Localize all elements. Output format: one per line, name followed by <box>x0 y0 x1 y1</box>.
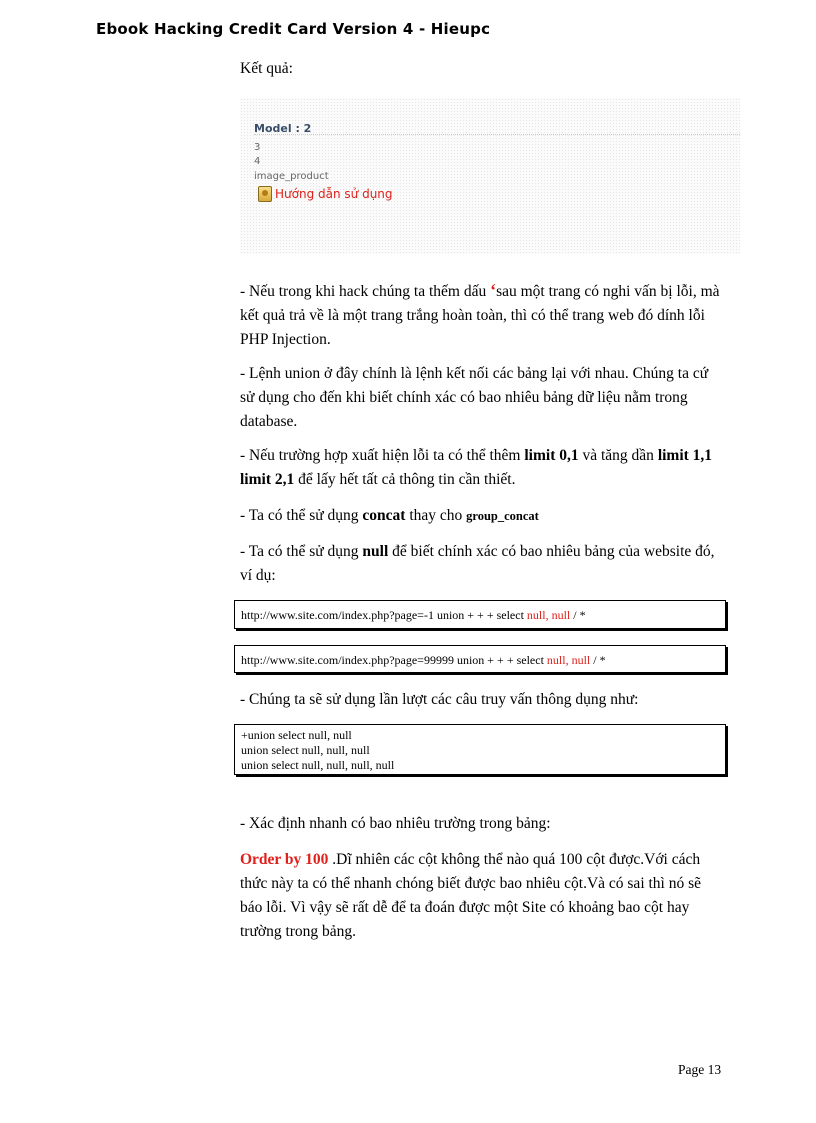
url1-text: http://www.site.com/index.php?page=-1 union + + + select <box>241 608 527 622</box>
concat-keyword: concat <box>362 507 406 524</box>
result-label-container <box>240 58 720 80</box>
query-line: +union select null, null <box>241 728 352 742</box>
guide-book-icon <box>258 186 272 202</box>
group-concat-keyword: group_concat <box>466 509 539 523</box>
p8-text: .Dĩ nhiên các cột không thể nào quá 100 cột được.Với cách thức này ta có thể nhanh chóng biết được bao nhiêu cột.Và có sai thì nó sẽ báo lỗi. Vì vậy sẽ rất dễ để ta đoán được một Site có khoảng bao cột hay trường trong bảng. <box>240 851 702 940</box>
query-line: union select null, null, null, null <box>241 758 395 772</box>
image-product-label: image_product <box>254 171 329 182</box>
p4-text-a: - Ta có thể sử dụng <box>240 507 363 524</box>
guide-link-label: Hướng dẫn sử dụng <box>275 187 393 201</box>
result-screenshot <box>240 98 740 254</box>
p5-text-a: - Ta có thể sử dụng <box>240 543 363 560</box>
url-example-1 <box>234 600 726 629</box>
paragraph-4 <box>240 504 724 528</box>
limit-11-21: limit 1,1 limit 2,1 <box>240 447 713 488</box>
p3-text-b: và tăng dần <box>578 447 658 464</box>
p1-text-b: sau một trang có nghi vấn bị lỗi, mà kết quả trả về là một trang trắng hoàn toàn, thì có thể trang web đó dính lỗi PHP Injection. <box>240 283 720 348</box>
paragraph-1 <box>240 278 724 352</box>
url2-tail: / * <box>590 653 606 667</box>
url1-tail: / * <box>570 608 586 622</box>
limit-01: limit 0,1 <box>524 447 579 464</box>
p3-text-a: - Nếu trường hợp xuất hiện lỗi ta có thể thêm <box>240 447 525 464</box>
model-label: Model : 2 <box>254 122 312 135</box>
paragraph-8 <box>240 848 724 944</box>
p3-text-c: để lấy hết tất cả thông tin cần thiết. <box>294 471 516 488</box>
paragraph-7: - Xác định nhanh có bao nhiêu trường trong bảng: <box>240 815 551 832</box>
document-header: Ebook Hacking Credit Card Version 4 - Hieupc <box>96 20 491 38</box>
quote-mark: ‘ <box>490 280 497 300</box>
result-line-3: 3 <box>254 142 261 153</box>
guide-link[interactable] <box>258 186 393 202</box>
p1-text-a: - Nếu trong khi hack chúng ta thếm dấu <box>240 283 491 300</box>
query-list-box <box>234 724 726 775</box>
url1-null: null, null <box>526 608 571 622</box>
result-line-4: 4 <box>254 156 261 167</box>
divider <box>254 134 740 135</box>
null-keyword: null <box>362 543 389 560</box>
url-example-2 <box>234 645 726 673</box>
p4-text-b: thay cho <box>405 507 467 524</box>
p5-text-b: để biết chính xác có bao nhiêu bảng của website đó, ví dụ: <box>240 543 715 584</box>
paragraph-6: - Chúng ta sẽ sử dụng lần lượt các câu truy vấn thông dụng như: <box>240 691 639 708</box>
url2-null: null, null <box>546 653 591 667</box>
paragraph-5 <box>240 540 724 588</box>
paragraph-2: - Lệnh union ở đây chính là lệnh kết nối các bảng lại với nhau. Chúng ta cứ sử dụng cho đến khi biết chính xác có bao nhiêu bảng dữ liệu nằm trong database. <box>240 365 709 430</box>
paragraph-3 <box>240 444 724 492</box>
url2-text: http://www.site.com/index.php?page=99999 union + + + select <box>241 653 547 667</box>
order-by-keyword: Order by 100 <box>240 851 329 868</box>
result-label: Kết quả: <box>240 60 293 77</box>
page-number: Page 13 <box>678 1062 722 1077</box>
query-line: union select null, null, null <box>241 743 370 757</box>
